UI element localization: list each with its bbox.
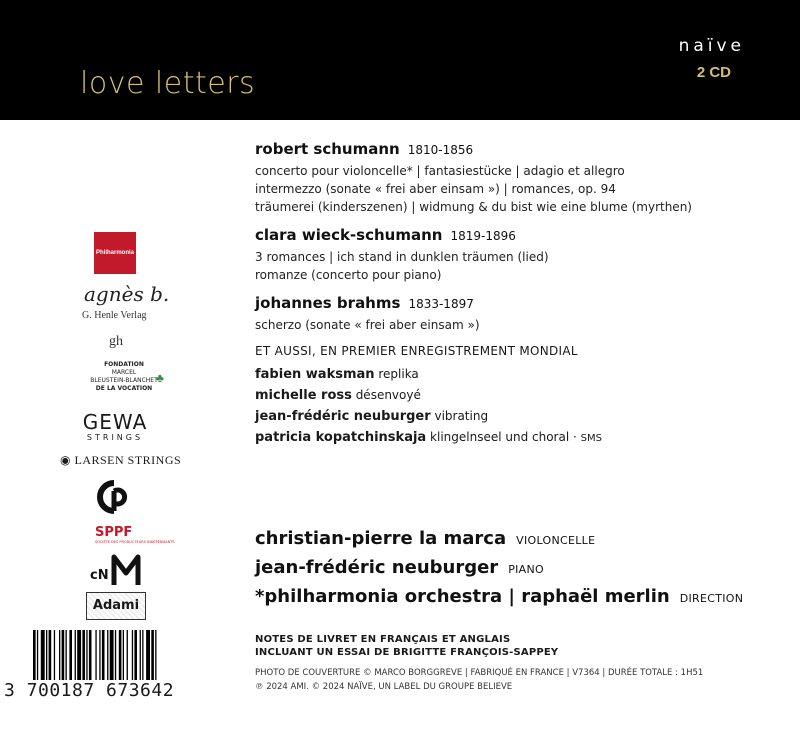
performer-role: DIRECTION — [679, 592, 744, 605]
booklet-notes — [255, 633, 558, 659]
credits — [255, 666, 703, 694]
larsen-strings-logo — [60, 453, 181, 468]
premiere-work: désenvoyé — [355, 388, 421, 402]
notes-line: INCLUANT UN ESSAI DE BRIGITTE FRANÇOIS-SAPPEY — [255, 647, 559, 658]
performer-name: christian-pierre la marca — [255, 528, 507, 549]
fondation-line-2: MARCEL — [111, 369, 137, 376]
premiere-item — [255, 364, 785, 385]
composer-name — [255, 294, 785, 312]
premiere-item — [255, 427, 785, 449]
fondation-line-4: DE LA VOCATION — [95, 385, 153, 392]
gewa-strings-logo — [80, 411, 150, 442]
credits-line: PHOTO DE COUVERTURE © MARCO BORGGREVE | FABRIQUÉ EN FRANCE | V7364 | DURÉE TOTALE : 1H51 — [255, 668, 704, 678]
performers-list — [255, 525, 785, 612]
label-logo: naïve — [678, 36, 745, 56]
album-title: love letters — [80, 66, 256, 101]
work-line: 3 romances | ich stand in dunklen träumen (lied) — [255, 250, 549, 264]
performer-line — [255, 583, 785, 612]
barcode-number: 3 700187 673642 — [4, 680, 175, 701]
performer-role: PIANO — [508, 563, 544, 576]
premiere-composer: jean-frédéric neuburger — [255, 409, 431, 424]
composer-name-text: clara wieck-schumann — [255, 226, 443, 244]
composer-name — [255, 226, 785, 244]
sppf-word: SPPF — [95, 525, 133, 540]
composer-name-text: johannes brahms — [255, 294, 401, 312]
program-listing — [255, 140, 785, 449]
philharmonia-logo: Philharmonia — [94, 232, 136, 274]
sppf-subtitle: SOCIÉTÉ DES PRODUCTEURS INDÉPENDANTS — [95, 540, 175, 544]
premiere-work: klingelnseel und choral · — [430, 430, 577, 444]
composer-years: 1810-1856 — [407, 143, 474, 157]
premiere-item — [255, 406, 785, 427]
performer-line — [255, 525, 785, 554]
works-list — [255, 316, 785, 334]
gewa-strings-word: STRINGS — [86, 433, 144, 442]
premiere-composer: michelle ross — [255, 388, 352, 403]
premiere-composer: patricia kopatchinskaja — [255, 430, 427, 445]
barcode-icon — [32, 630, 196, 680]
premiere-work: replika — [378, 367, 419, 381]
composer-name-text: robert schumann — [255, 140, 400, 158]
premiere-work: vibrating — [434, 409, 489, 423]
premiere-item — [255, 385, 785, 406]
agnes-b-logo: agnès b. — [84, 282, 170, 306]
composer-years: 1833-1897 — [408, 297, 474, 311]
composer-block-brahms — [255, 294, 785, 334]
performer-role: VIOLONCELLE — [516, 534, 596, 547]
larsen-word: LARSEN STRINGS — [74, 453, 182, 467]
works-list — [255, 162, 785, 216]
performer-name: jean-frédéric neuburger — [255, 557, 499, 578]
works-list — [255, 248, 785, 284]
gh-monogram-logo: gh — [109, 334, 123, 349]
svg-text:cN: cN — [90, 568, 109, 583]
fondation-line-3: BLEUSTEIN-BLANCHET — [90, 377, 158, 384]
work-line: concerto pour violoncelle* | fantasiestücke | adagio et allegro — [255, 164, 625, 178]
larsen-seal-icon: ◉ — [60, 453, 71, 467]
work-line: romanze (concerto pour piano) — [255, 268, 442, 282]
composer-years: 1819-1896 — [450, 229, 516, 243]
premiere-composer: fabien waksman — [255, 367, 375, 382]
composer-block-schumann — [255, 140, 785, 216]
work-line: träumerei (kinderszenen) | widmung & du bist wie eine blume (myrthen) — [255, 200, 692, 214]
gewa-word: GEWA — [82, 410, 148, 434]
adami-logo: Adami — [86, 592, 146, 620]
henle-verlag-logo: G. Henle Verlag — [82, 310, 147, 321]
sppf-logo — [95, 525, 175, 544]
work-line: scherzo (sonate « frei aber einsam ») — [255, 318, 480, 332]
fondation-line-1: FONDATION — [104, 361, 144, 368]
clover-icon: ♣ — [156, 371, 164, 385]
composer-name — [255, 140, 785, 158]
premiere-extra: SMS — [580, 433, 602, 444]
work-line: intermezzo (sonate « frei aber einsam ») | romances, op. 94 — [255, 182, 616, 196]
composer-block-clara — [255, 226, 785, 284]
notes-line: NOTES DE LIVRET EN FRANÇAIS ET ANGLAIS — [255, 634, 511, 645]
cd-count: 2 CD — [696, 64, 731, 81]
cnm-logo-icon — [88, 553, 144, 587]
header-band — [0, 0, 800, 120]
credits-line: ℗ 2024 AMI. © 2024 NAÏVE, UN LABEL DU GROUPE BELIEVE — [255, 682, 513, 692]
premiere-heading: ET AUSSI, EN PREMIER ENREGISTREMENT MONDIAL — [255, 344, 578, 358]
premiere-list — [255, 364, 785, 449]
performer-name: *philharmonia orchestra | raphaël merlin — [255, 586, 670, 607]
cgp-logo-icon — [96, 479, 132, 515]
performer-line — [255, 554, 785, 583]
